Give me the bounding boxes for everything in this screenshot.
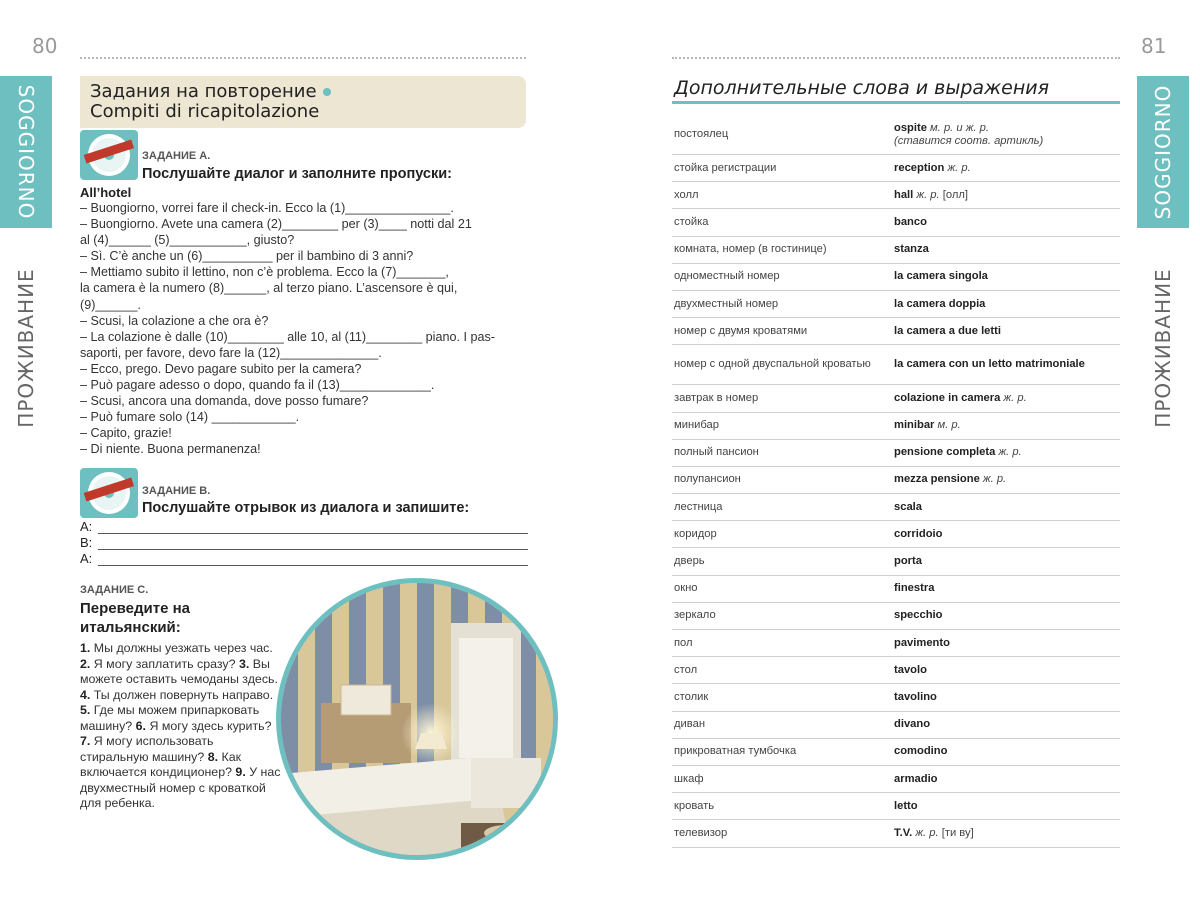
vocab-row: стойка banco: [672, 209, 1120, 236]
vocab-row: одноместный номер la camera singola: [672, 264, 1120, 291]
task-b-instruction: Послушайте отрывок из диалога и запишите:: [142, 500, 470, 516]
page-number: 80: [32, 34, 58, 58]
dialog-line: (9)______.: [80, 297, 141, 312]
heading-italian: Compiti di ricapitolazione: [90, 101, 320, 122]
task-c-label: ЗАДАНИЕ C.: [80, 584, 149, 596]
vocab-row: шкаф armadio: [672, 766, 1120, 793]
section-tab-italian: SOGGIORNO: [0, 76, 52, 228]
vocab-row: номер с одной двуспальной кроватью la camera con un letto matrimoniale: [672, 345, 1120, 385]
page-number: 81: [1141, 34, 1167, 58]
section-heading: [80, 76, 526, 128]
vocab-row: зеркало specchio: [672, 603, 1120, 630]
dotted-rule: [80, 57, 526, 59]
vocabulary-table: [672, 115, 1120, 848]
dotted-rule: [672, 57, 1120, 59]
vocab-row: полупансион mezza pensione ж. р.: [672, 467, 1120, 494]
vocab-row: стол tavolo: [672, 657, 1120, 684]
dialog-line: – Può pagare adesso o dopo, quando fa il (13)_____________.: [80, 378, 435, 393]
dialog-line: – Buongiorno. Avete una camera (2)________ per (3)____ notti dal 21: [80, 217, 472, 232]
translation-exercise: 1. Мы должны уезжать через час. 2. Я могу заплатить сразу? 3. Вы можете оставить чемоданы здесь. 4. Ты должен повернуть направо. 5. Где мы можем припарковать машину? 6. Я могу здесь курить? 7. Я могу использовать стиральную машину? 8. Как включается кондиционер? 9. У нас двухместный номер с кроваткой для ребенка.: [80, 641, 281, 810]
vocab-row: диван divano: [672, 712, 1120, 739]
vocab-row: холл hall ж. р. [олл]: [672, 182, 1120, 209]
vocabulary-title: Дополнительные слова и выражения: [674, 77, 1050, 99]
vocab-row: комната, номер (в гостинице) stanza: [672, 237, 1120, 264]
audio-cd-icon: [80, 130, 138, 180]
vocab-row: полный пансион pensione completa ж. р.: [672, 440, 1120, 467]
section-tab-russian: ПРОЖИВАНИЕ: [14, 268, 38, 428]
vocab-row: минибар minibar м. р.: [672, 413, 1120, 440]
vocab-row: дверь porta: [672, 548, 1120, 575]
dialog-line: – Mettiamo subito il lettino, non c’è problema. Ecco la (7)_______,: [80, 265, 449, 280]
vocab-row: лестница scala: [672, 494, 1120, 521]
heading-russian: Задания на повторение: [90, 82, 516, 102]
vocab-row: телевизор T.V. ж. р. [ти ву]: [672, 820, 1120, 847]
dialog-line: al (4)______ (5)___________, giusto?: [80, 233, 295, 248]
answer-line[interactable]: B:: [80, 534, 528, 550]
task-a-instruction: Послушайте диалог и заполните пропуски:: [142, 166, 452, 182]
dialog-line: saporti, per favore, devo fare la (12)______________.: [80, 345, 382, 360]
hotel-room-illustration: [281, 583, 553, 855]
dialog-text: [80, 200, 530, 458]
vocab-row: двухместный номер la camera doppia: [672, 291, 1120, 318]
dialog-line: – Buongiorno, vorrei fare il check-in. Ecco la (1)_______________.: [80, 201, 454, 215]
dialog-line: – Capito, grazie!: [80, 426, 172, 441]
title-rule: [672, 101, 1120, 104]
vocab-row: окно finestra: [672, 576, 1120, 603]
vocab-row: прикроватная тумбочка comodino: [672, 739, 1120, 766]
section-tab-italian: SOGGIORNO: [1137, 76, 1189, 228]
dialog-line: la camera è la numero (8)______, al terzo piano. L’ascensore è qui,: [80, 281, 458, 296]
dialog-line: – La colazione è dalle (10)________ alle 10, al (11)________ piano. I pas-: [80, 329, 495, 344]
vocab-row: кровать letto: [672, 793, 1120, 820]
hotel-room-photo: [276, 578, 558, 860]
task-a-label: ЗАДАНИЕ A.: [142, 150, 211, 162]
dialog-line: – Può fumare solo (14) ____________.: [80, 410, 300, 425]
vocab-row: пол pavimento: [672, 630, 1120, 657]
answer-line[interactable]: A:: [80, 518, 528, 534]
vocab-row: постоялец ospite м. р. и ж. р. (ставится соотв. артикль): [672, 115, 1120, 155]
vocab-row: коридор corridoio: [672, 521, 1120, 548]
audio-cd-icon: [80, 468, 138, 518]
vocab-row: стойка регистрации reception ж. р.: [672, 155, 1120, 182]
dialog-line: – Ecco, prego. Devo pagare subito per la camera?: [80, 361, 362, 376]
dialog-line: – Scusi, la colazione a che ora è?: [80, 313, 269, 328]
dialog-title: All’hotel: [80, 185, 132, 200]
task-b-label: ЗАДАНИЕ B.: [142, 485, 211, 497]
dialog-line: – Di niente. Buona permanenza!: [80, 442, 261, 457]
task-c-instruction: Переведите на итальянский:: [80, 600, 190, 636]
section-tab-russian: ПРОЖИВАНИЕ: [1151, 268, 1175, 428]
vocab-row: номер с двумя кроватями la camera a due letti: [672, 318, 1120, 345]
vocab-row: столик tavolino: [672, 684, 1120, 711]
answer-line[interactable]: A:: [80, 550, 528, 566]
answer-lines: [80, 518, 528, 566]
dialog-line: – Scusi, ancora una domanda, dove posso fumare?: [80, 394, 369, 409]
bullet-icon: [323, 88, 331, 96]
dialog-line: – Sì. C’è anche un (6)__________ per il bambino di 3 anni?: [80, 249, 414, 264]
vocab-row: завтрак в номер colazione in camera ж. р.: [672, 385, 1120, 412]
